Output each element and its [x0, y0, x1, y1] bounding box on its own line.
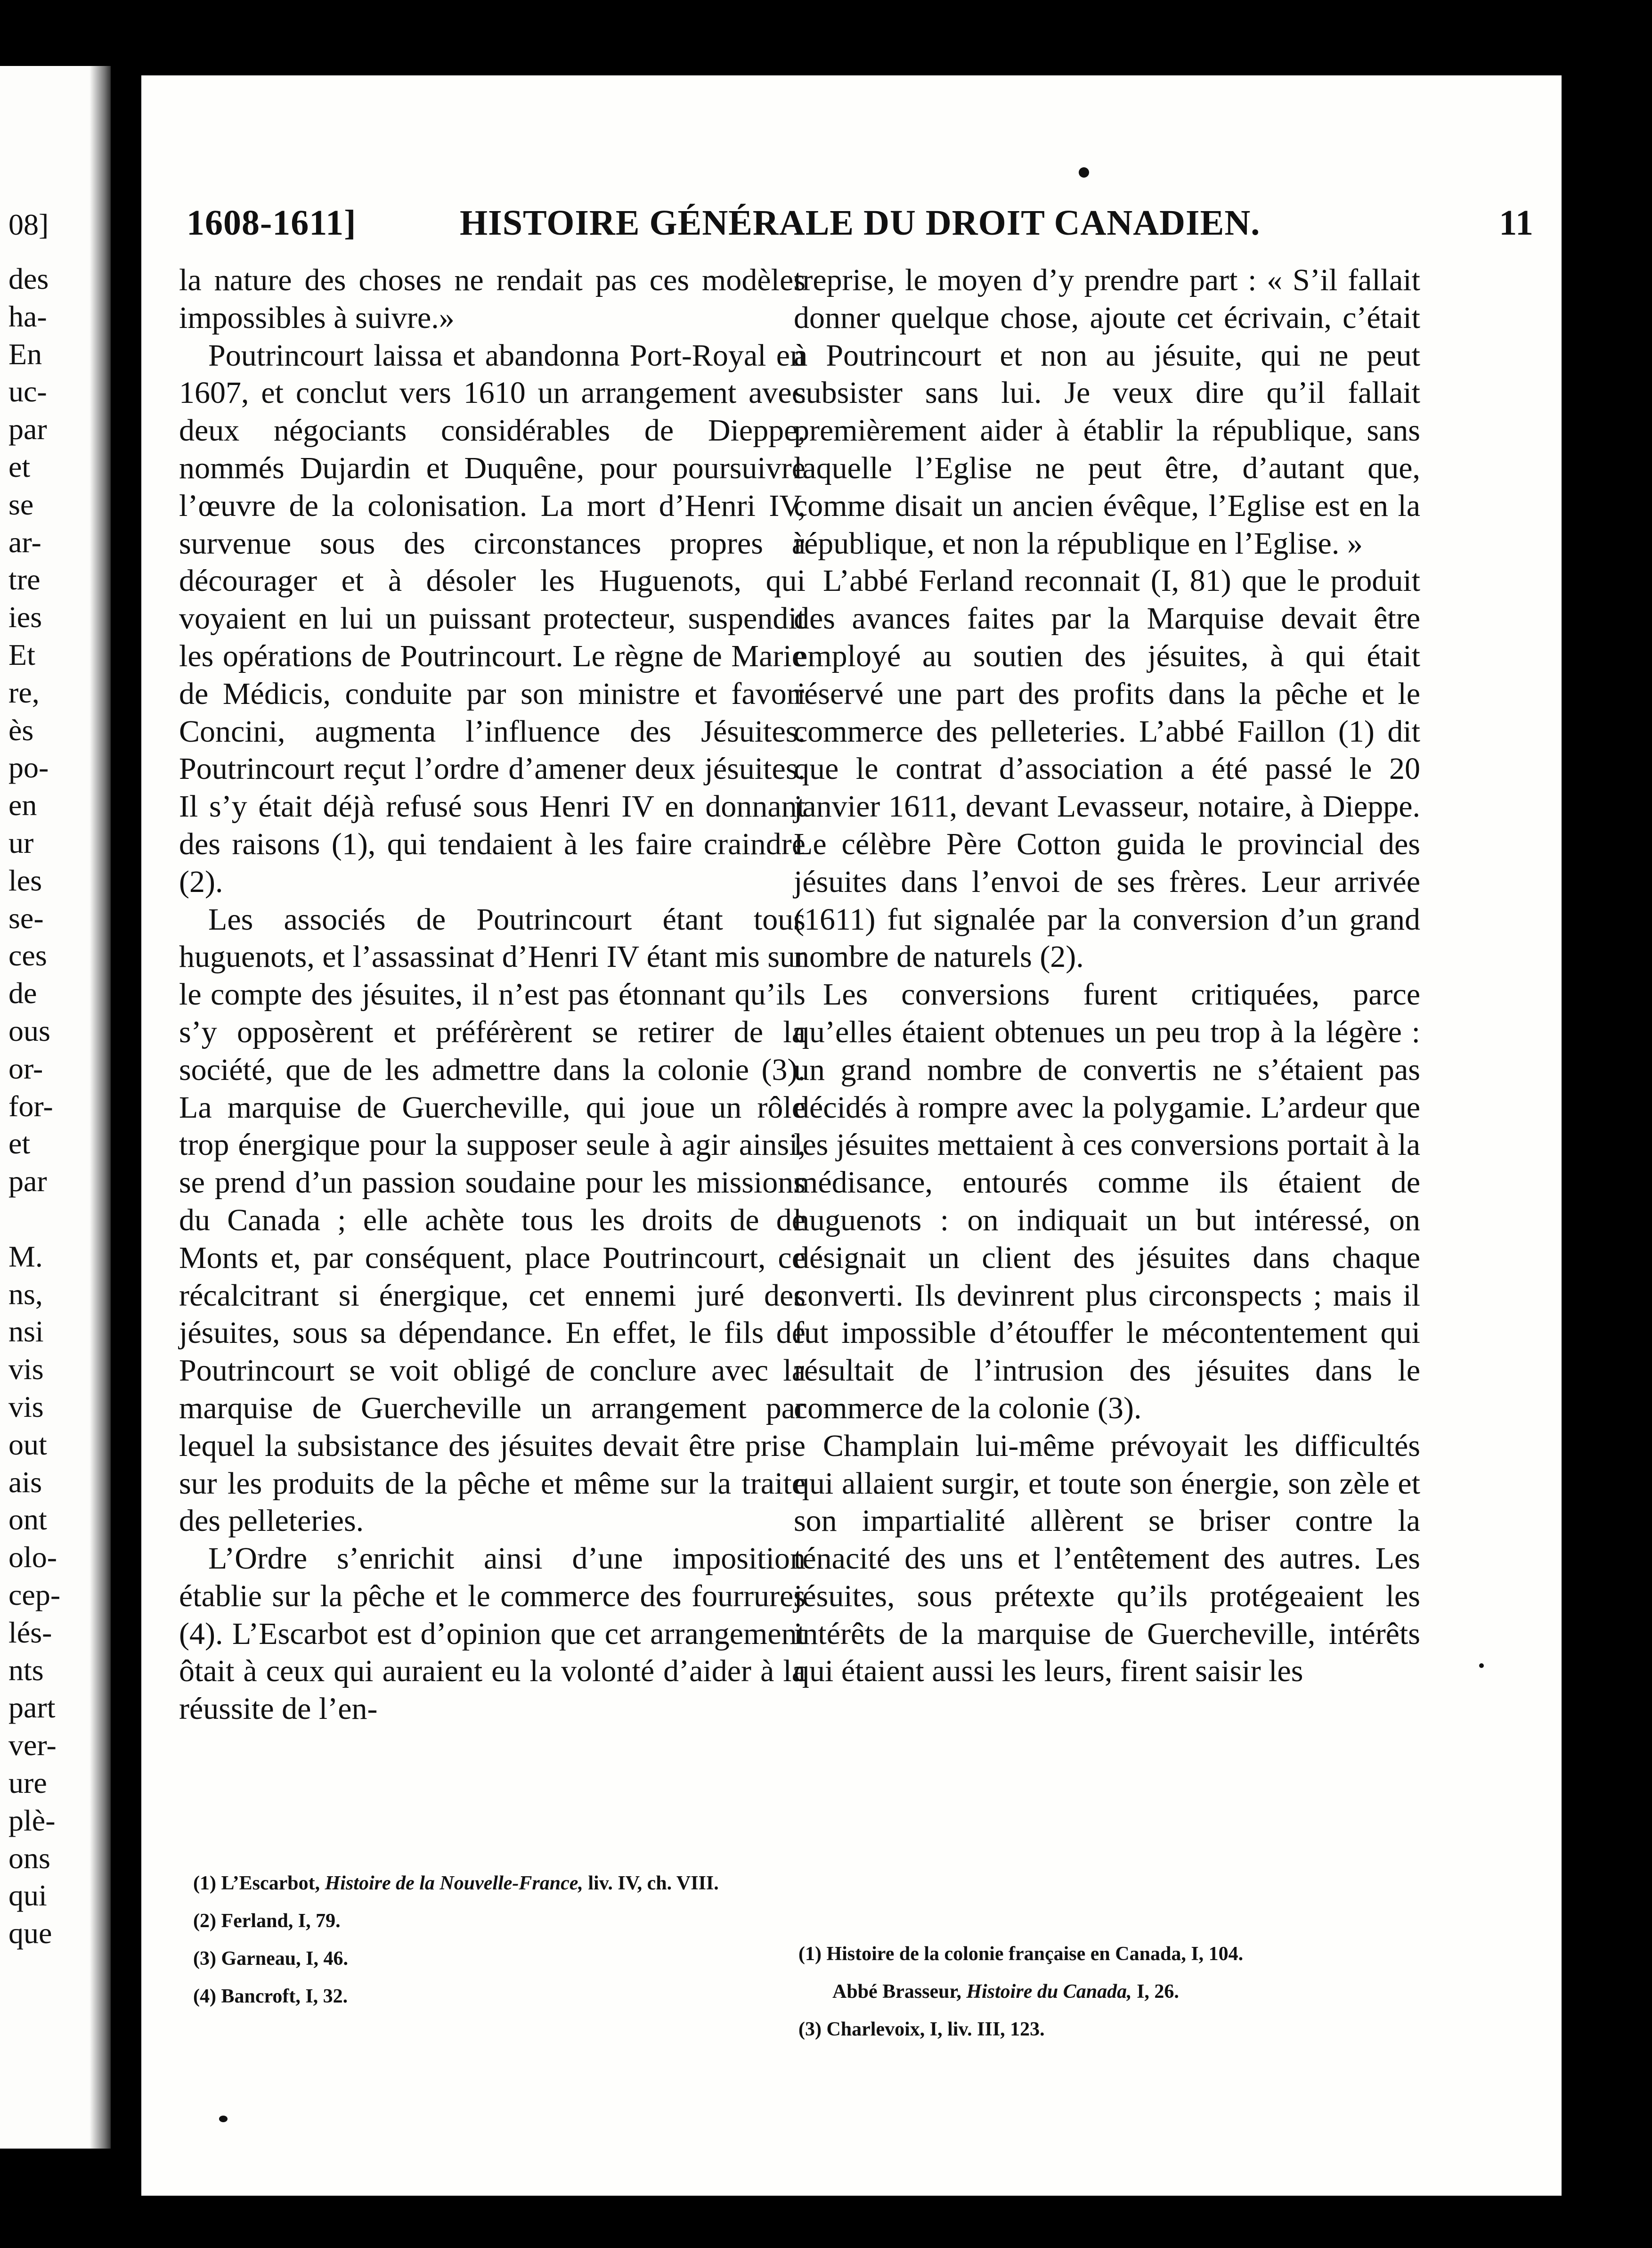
previous-page-line-fragment: out	[8, 1427, 47, 1461]
footnote: (4) Bancroft, I, 32.	[193, 1986, 348, 2007]
left-footnotes	[193, 1866, 820, 2017]
previous-page-line-fragment: ns,	[8, 1277, 43, 1311]
right-paragraph-3: Les conversions furent critiquées, parce qu’elles étaient obtenues un peu trop à la légère : un grand nombre de convertis ne s’étaient pas décidés à rompre avec la polygamie. L’ardeur que les jésuites mettaient à ces conversions portait à la médisance, entourés comme ils étaient de huguenots : on indiquait un but intéressé, on désignait un client des jésuites dans chaque converti. Ils devinrent plus circonspects ; mais il fut impossible d’étouffer le mécontentement qui résultait de l’intrusion des jésuites dans le commerce de la colonie (3).	[794, 977, 1420, 1425]
right-column	[794, 262, 1420, 1690]
scan-speck	[219, 2116, 228, 2122]
previous-page-line-fragment: olo-	[8, 1540, 57, 1574]
header-years: 1608-1611]	[187, 203, 357, 243]
right-paragraph-2: L’abbé Ferland reconnait (I, 81) que le produit des avances faites par la Marquise devait être employé au soutien des jésuites, à qui était réservé une part des profits dans la pêche et le commerce des pelleteries. L’abbé Faillon (1) dit que le contrat d’association a été passé le 20 janvier 1611, devant Levasseur, notaire, à Dieppe. Le célèbre Père Cotton guida le provincial des jésuites dans l’envoi de ses frères. Leur arrivée (1611) fut signalée par la conversion d’un grand nombre de naturels (2).	[794, 564, 1420, 974]
footnote: (2) Ferland, I, 79.	[193, 1910, 341, 1932]
page-number: 11	[1499, 203, 1534, 243]
previous-page-line-fragment: or-	[8, 1051, 43, 1085]
footnote: (3) Charlevoix, I, liv. III, 123.	[798, 2019, 1045, 2040]
previous-page-line-fragment: Et	[8, 638, 35, 671]
left-column	[179, 262, 806, 1728]
previous-page-line-fragment: nts	[8, 1653, 44, 1687]
previous-page-line-fragment: vis	[8, 1352, 44, 1386]
previous-page-line-fragment: ar-	[8, 525, 41, 559]
right-footnotes	[798, 1937, 1425, 2050]
previous-page-line-fragment: cep-	[8, 1578, 61, 1611]
previous-page-line-fragment: ais	[8, 1465, 42, 1499]
previous-page-line-fragment: qui	[8, 1879, 47, 1913]
previous-page-line-fragment: M.	[8, 1239, 43, 1273]
footnote: Abbé Brasseur, Histoire du Canada, I, 26.	[832, 1981, 1179, 2003]
previous-page-line-fragment: ès	[8, 713, 34, 747]
book-page	[141, 75, 1562, 2196]
right-paragraph-4: Champlain lui-même prévoyait les difficultés qui allaient surgir, et toute son énergie, son zèle et son impartialité allèrent se briser contre la ténacité des uns et l’entêtement des autres. Les jésuites, sous prétexte qu’ils protégeaient les intérêts de la marquise de Guercheville, intérêts qui étaient aussi les leurs, firent saisir les	[794, 1428, 1420, 1689]
previous-page-line-fragment: ont	[8, 1503, 47, 1537]
previous-page-line-fragment: et	[8, 1127, 31, 1161]
previous-page-line-fragment: nsi	[8, 1315, 44, 1349]
previous-page-line-fragment: ous	[8, 1014, 50, 1047]
previous-page-line-fragment: les	[8, 863, 42, 897]
footnote: (3) Garneau, I, 46.	[193, 1948, 348, 1970]
previous-page-line-fragment: uc-	[8, 375, 47, 409]
previous-page-line-fragment: re,	[8, 675, 40, 709]
previous-page-line-fragment: lés-	[8, 1615, 52, 1649]
previous-page-line-fragment: ces	[8, 939, 47, 973]
previous-page-line-fragment: par	[8, 1164, 47, 1198]
left-paragraph-3: Les associés de Poutrincourt étant tous huguenots, et l’assassinat d’Henri IV étant mis sur le compte des jésuites, il n’est pas étonnant qu’ils s’y opposèrent et préférèrent se retirer de la société, que de les admettre dans la colonie (3). La marquise de Guercheville, qui joue un rôle trop énergique pour la supposer seule à agir ainsi, se prend d’un passion soudaine pour les missions du Canada ; elle achète tous les droits de de Monts et, par conséquent, place Poutrincourt, ce récalcitrant si énergique, cet ennemi juré des jésuites, sous sa dépendance. En effet, le fils de Poutrincourt se voit obligé de conclure avec la marquise de Guercheville un arrangement par lequel la subsistance des jésuites devait être prise sur les produits de la pêche et même sur la traite des pelleteries.	[179, 902, 806, 1538]
previous-page-line-fragment: ur	[8, 826, 34, 859]
scan-speck	[1479, 1663, 1484, 1668]
scan-speck	[1079, 167, 1089, 178]
previous-page-line-fragment: for-	[8, 1089, 53, 1123]
previous-page-line-fragment: se	[8, 487, 34, 521]
previous-page-line-fragment: ha-	[8, 299, 47, 333]
previous-page-line-fragment: ure	[8, 1766, 47, 1799]
previous-page-number: 08]	[8, 208, 49, 241]
header-title: HISTOIRE GÉNÉRALE DU DROIT CANADIEN.	[460, 203, 1261, 243]
previous-page-strip	[0, 66, 111, 2149]
page-gutter-shadow	[90, 66, 111, 2149]
previous-page-line-fragment: tre	[8, 563, 41, 597]
previous-page-line-fragment: que	[8, 1916, 52, 1950]
previous-page-line-fragment: En	[8, 337, 42, 371]
previous-page-line-fragment: vis	[8, 1390, 44, 1423]
left-paragraph-2: Poutrincourt laissa et abandonna Port-Royal en 1607, et conclut vers 1610 un arrangement avec deux négociants considérables de Dieppe, nommés Dujardin et Duquêne, pour poursuivre l’œuvre de la colonisation. La mort d’Henri IV, survenue sous des circonstances propres à décourager et à désoler les Huguenots, qui voyaient en lui un puissant protecteur, suspendit les opérations de Poutrincourt. Le règne de Marie de Médicis, conduite par son ministre et favori Concini, augmenta l’influence des Jésuites. Poutrincourt reçut l’ordre d’amener deux jésuites. Il s’y était déjà refusé sous Henri IV en donnant des raisons (1), qui tendaient à les faire craindre (2).	[179, 338, 806, 899]
left-paragraph-4: L’Ordre s’enrichit ainsi d’une imposition établie sur la pêche et le commerce des fourrures (4). L’Escarbot est d’opinion que cet arrangement ôtait à ceux qui auraient eu la volonté d’aider à la réussite de l’en-	[179, 1541, 806, 1726]
previous-page-line-fragment: ies	[8, 600, 42, 634]
previous-page-line-fragment: des	[8, 262, 49, 295]
running-header	[187, 203, 1534, 259]
previous-page-line-fragment: et	[8, 450, 31, 483]
footnote: (1) L’Escarbot, Histoire de la Nouvelle-France, liv. IV, ch. VIII.	[193, 1872, 719, 1894]
right-paragraph-1: treprise, le moyen d’y prendre part : « S’il fallait donner quelque chose, ajoute cet écrivain, c’était à Poutrincourt et non au jésuite, qui ne peut subsister sans lui. Je veux dire qu’il fallait premièrement aider à établir la république, sans laquelle l’Eglise ne peut être, d’autant que, comme disait un ancien évêque, l’Eglise est en la république, et non la république en l’Eglise. »	[794, 263, 1420, 561]
previous-page-line-fragment: part	[8, 1691, 56, 1725]
previous-page-line-fragment: en	[8, 788, 37, 822]
previous-page-line-fragment: ver-	[8, 1728, 57, 1762]
footnote: (1) Histoire de la colonie française en Canada, I, 104.	[798, 1943, 1244, 1965]
previous-page-line-fragment: de	[8, 976, 37, 1010]
previous-page-line-fragment: par	[8, 412, 47, 446]
previous-page-line-fragment: se-	[8, 901, 44, 935]
previous-page-line-fragment: po-	[8, 751, 49, 785]
previous-page-line-fragment: plè-	[8, 1803, 56, 1837]
previous-page-line-fragment: ons	[8, 1841, 50, 1875]
left-paragraph-1: la nature des choses ne rendait pas ces modèles impossibles à suivre.»	[179, 263, 806, 335]
